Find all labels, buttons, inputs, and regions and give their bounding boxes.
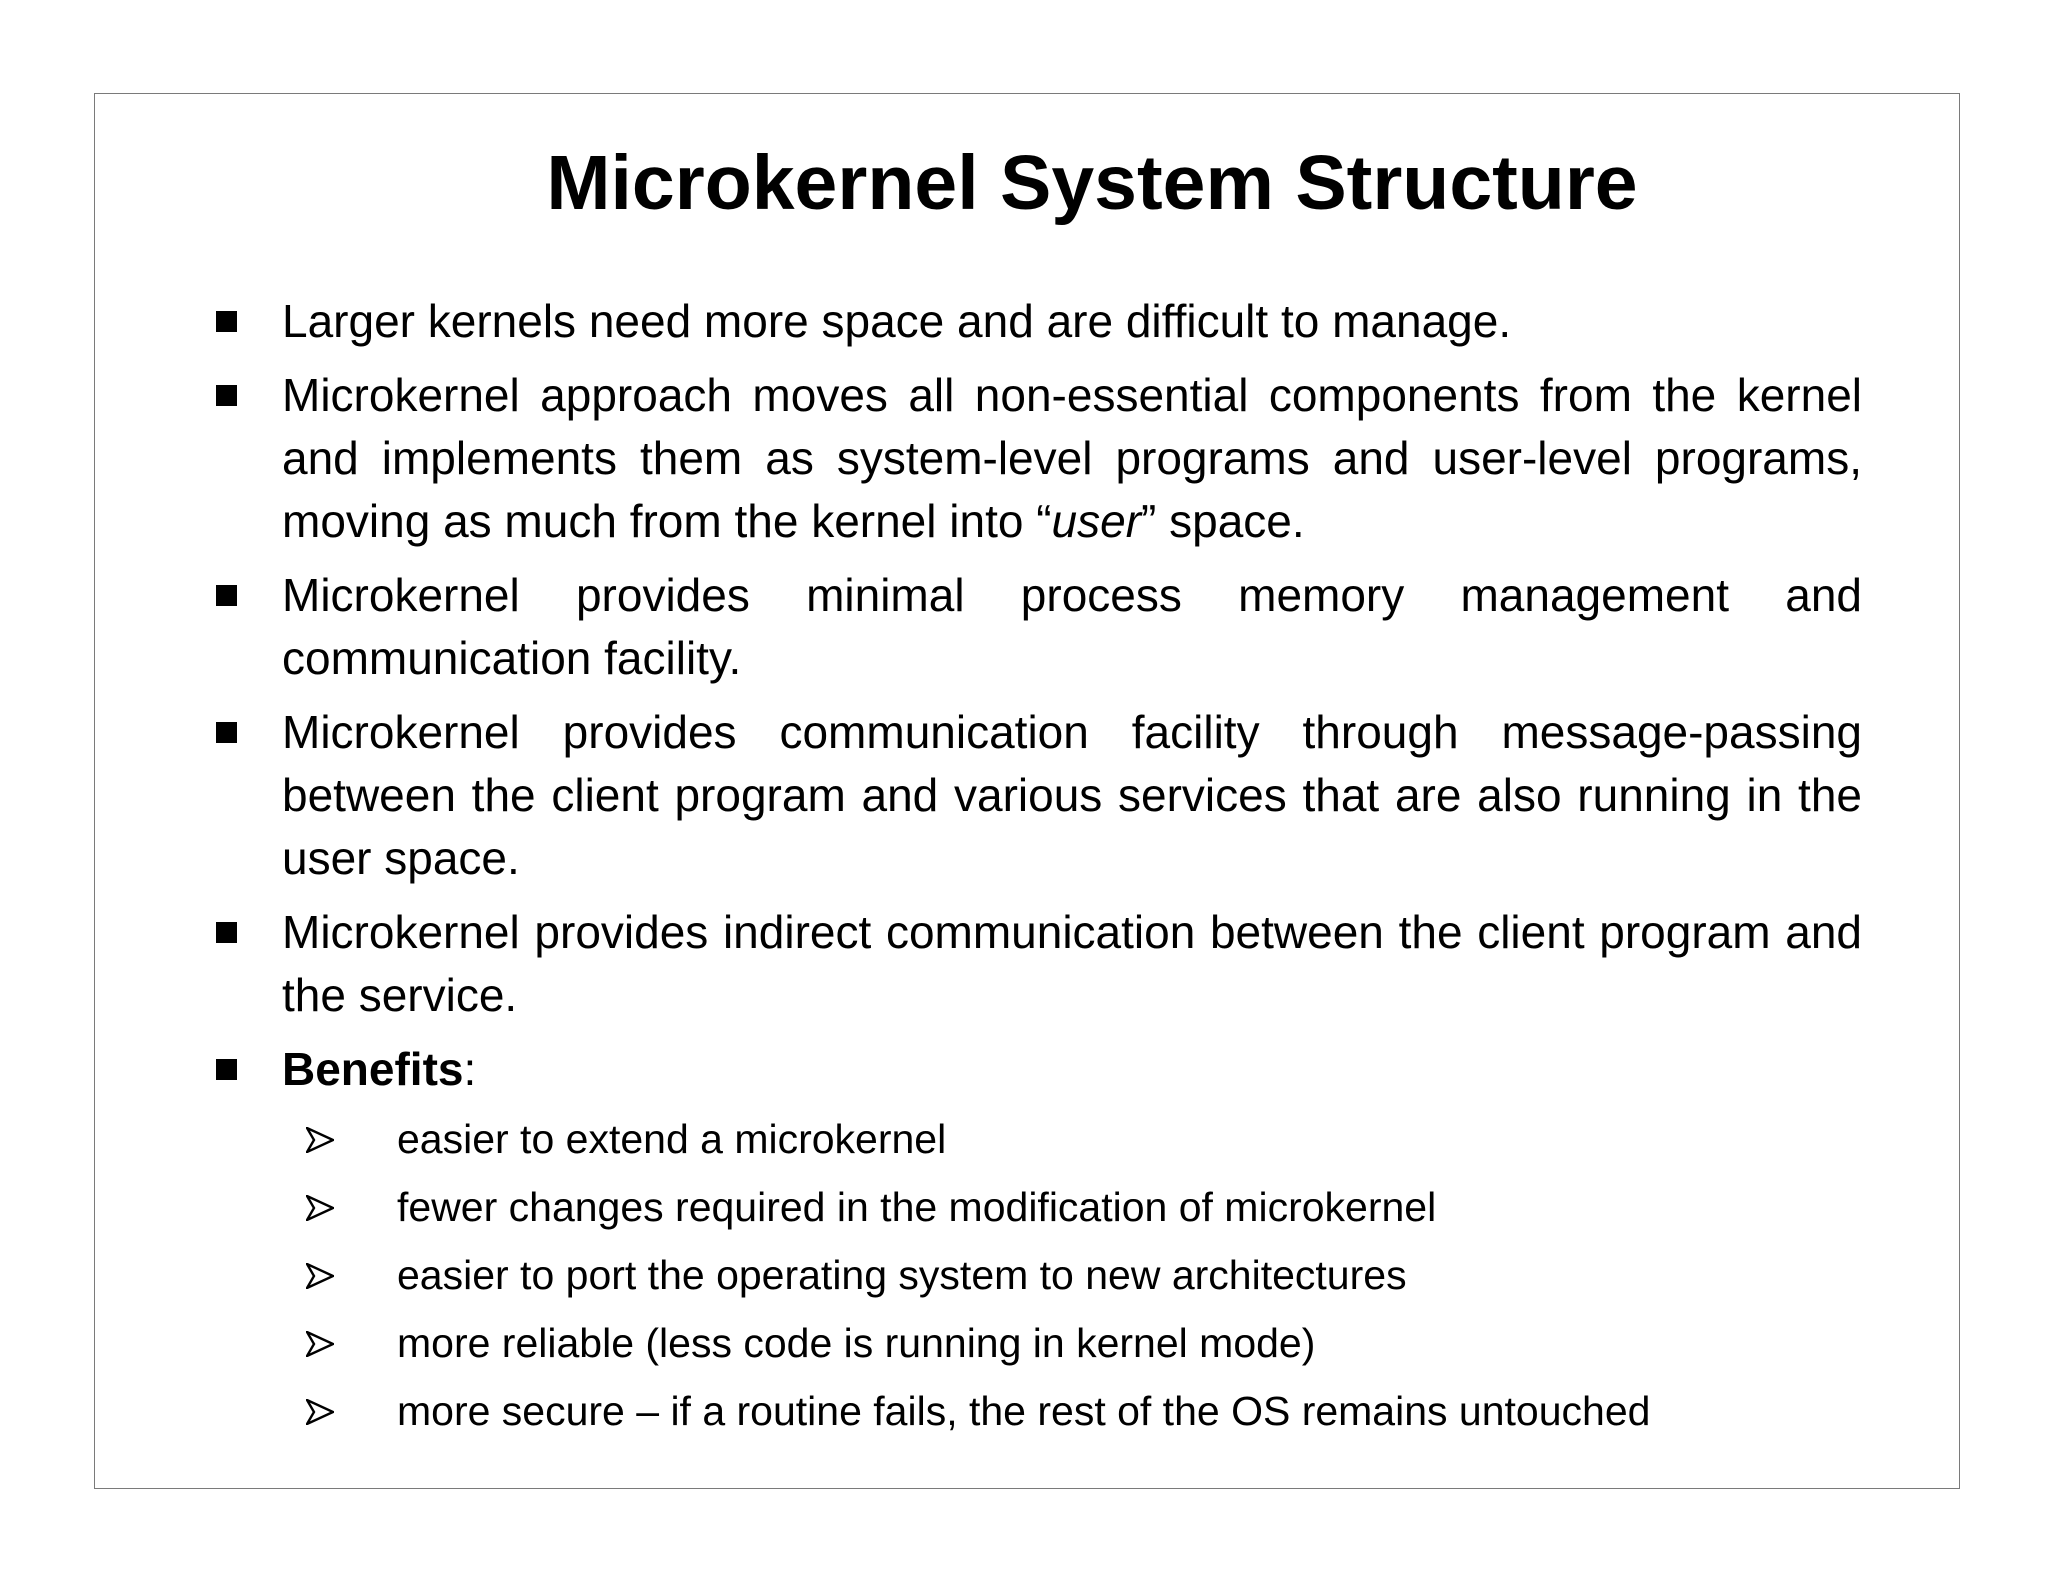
bullet-item <box>216 364 1862 553</box>
arrow-bullet-icon <box>306 1331 334 1357</box>
bullet-item <box>216 901 1862 1027</box>
benefit-text: more reliable (less code is running in kernel mode) <box>397 1320 1316 1366</box>
benefit-text: more secure – if a routine fails, the rest of the OS remains untouched <box>397 1388 1651 1434</box>
arrow-bullet-icon <box>306 1399 334 1425</box>
square-bullet-icon <box>216 385 237 406</box>
benefits-heading: Benefits <box>282 1043 464 1095</box>
benefit-item <box>306 1241 1906 1309</box>
bullet-emphasis: user <box>1051 495 1142 547</box>
bullet-text: Microkernel provides communication facility through message-passing between the client program and various services that are also running in the user space. <box>282 706 1862 884</box>
bullet-item <box>216 290 1862 353</box>
slide-title: Microkernel System Structure <box>546 140 1638 226</box>
bullet-item <box>216 701 1862 890</box>
arrow-bullet-icon <box>306 1127 334 1153</box>
bullet-text: Larger kernels need more space and are difficult to manage. <box>282 295 1512 347</box>
bullet-list <box>216 290 1862 1112</box>
benefit-item <box>306 1173 1906 1241</box>
bullet-text-after: ” space. <box>1141 495 1305 547</box>
benefit-item <box>306 1309 1906 1377</box>
square-bullet-icon <box>216 922 237 943</box>
square-bullet-icon <box>216 311 237 332</box>
benefits-list <box>306 1105 1906 1445</box>
benefit-item <box>306 1377 1906 1445</box>
benefit-item <box>306 1105 1906 1173</box>
benefit-text: fewer changes required in the modification of microkernel <box>397 1184 1437 1230</box>
bullet-text: Microkernel provides indirect communication between the client program and the service. <box>282 906 1862 1021</box>
bullet-item <box>216 564 1862 690</box>
bullet-text: Microkernel provides minimal process memory management and communication facility. <box>282 569 1862 684</box>
square-bullet-icon <box>216 1059 237 1080</box>
square-bullet-icon <box>216 722 237 743</box>
square-bullet-icon <box>216 585 237 606</box>
arrow-bullet-icon <box>306 1263 334 1289</box>
benefits-colon: : <box>463 1043 477 1095</box>
benefits-bullet <box>216 1038 1862 1101</box>
arrow-bullet-icon <box>306 1195 334 1221</box>
benefit-text: easier to port the operating system to new architectures <box>397 1252 1407 1298</box>
bullet-text: Microkernel approach moves all non-essential components from the kernel and implements them as system-level programs and user-level programs, moving as much from the kernel into “ <box>282 369 1862 547</box>
benefit-text: easier to extend a microkernel <box>397 1116 947 1162</box>
